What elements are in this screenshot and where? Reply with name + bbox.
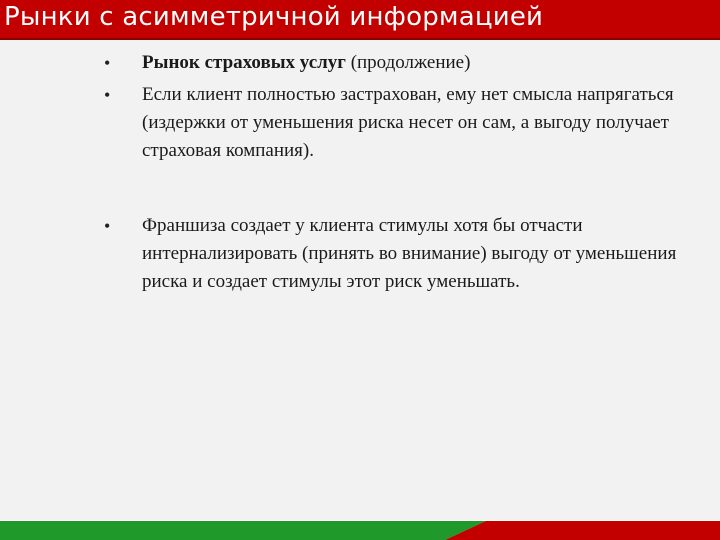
slide-title: Рынки с асимметричной информацией [4,2,544,32]
title-bar [0,0,720,38]
bullet-marker: • [104,53,111,73]
footer-green-stripe [0,520,488,540]
bullet-heading: Рынок страховых услуг [142,52,346,73]
bullet-marker: • [104,85,111,105]
footer-red-stripe [445,520,720,540]
bullet-item: Франшиза создает у клиента стимулы хотя бы отчасти интернализировать (принять во внимание) выгоду от уменьшения риска и создает стимулы этот риск уменьшать. [142,215,677,292]
bullet-item: Если клиент полностью застрахован, ему нет смысла напрягаться (издержки от уменьшения риска несет он сам, а выгоду получает страховая компания). [142,84,674,161]
bullet-heading-suffix: (продолжение) [345,52,471,73]
bullet-marker: • [104,216,111,236]
footer-band [0,520,720,540]
bullet-item [142,49,692,77]
title-underline [0,38,720,40]
